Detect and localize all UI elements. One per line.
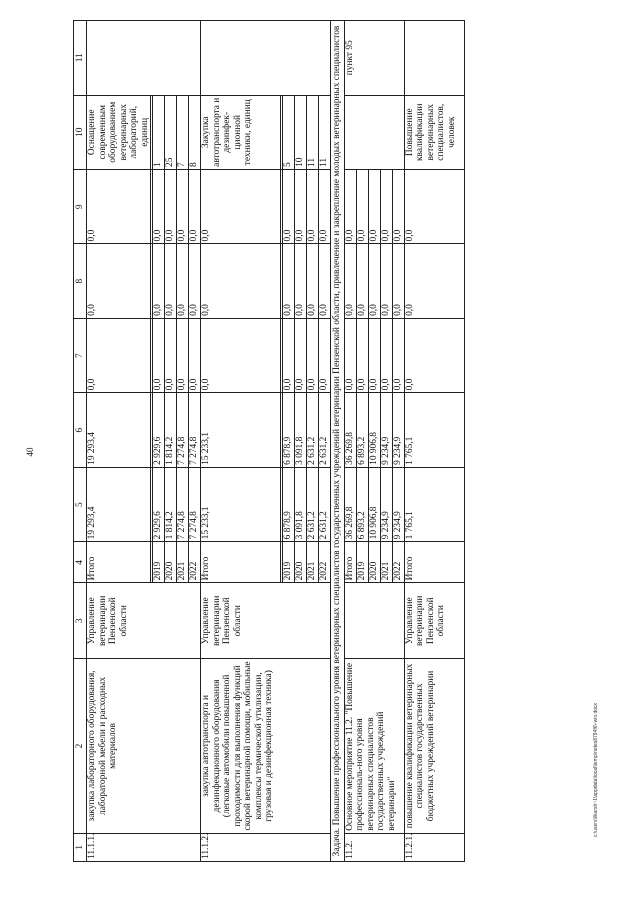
cell: 2019 xyxy=(283,542,295,583)
cell: 2021 xyxy=(177,542,189,583)
cell: 2022 xyxy=(392,542,404,583)
cell: 10 906,8 xyxy=(368,467,380,541)
cell: 0,0 xyxy=(380,318,392,392)
cell: 2020 xyxy=(165,542,177,583)
cell: 0,0 xyxy=(380,244,392,318)
row-indicator: Закупка автотранспорта и дезинфек-ционной техники, единиц xyxy=(201,95,281,169)
cell: 0,0 xyxy=(201,318,281,392)
row-executor: Управление ветеринарии Пензенской области xyxy=(87,583,201,659)
cell: 9 234,9 xyxy=(380,393,392,467)
cell: 0,0 xyxy=(356,318,368,392)
cell: 9 234,9 xyxy=(392,393,404,467)
cell: 15 233,1 xyxy=(201,467,281,541)
row-code: 11.2. xyxy=(344,833,404,861)
cell: 2 631,2 xyxy=(307,393,319,467)
cell: 0,0 xyxy=(380,169,392,243)
row-name: Основное мероприятие 11.2. "Повышение профессиональ-ного уровня ветеринарных специалистов государственных учреждений ветеринарии" xyxy=(344,659,404,834)
cell: 0,0 xyxy=(392,169,404,243)
cell: 0,0 xyxy=(177,318,189,392)
cell: 0,0 xyxy=(404,169,464,243)
cell: 0,0 xyxy=(201,244,281,318)
cell: 0,0 xyxy=(368,318,380,392)
cell xyxy=(201,21,331,96)
cell: 0,0 xyxy=(392,244,404,318)
cell: 0,0 xyxy=(87,318,151,392)
cell: 0,0 xyxy=(153,318,165,392)
cell: Итого xyxy=(87,542,151,583)
cell xyxy=(344,583,404,659)
row-indicator: Оснащение современным оборудованием ветеринарных лабораторий, единиц xyxy=(87,95,151,169)
cell: 2019 xyxy=(356,542,368,583)
row-executor: Управление ветеринарии Пензенской области xyxy=(404,583,464,659)
row-code: 11.2.1. xyxy=(404,833,464,861)
header-cell: 10 xyxy=(74,95,87,169)
cell: 0,0 xyxy=(153,244,165,318)
cell: 0,0 xyxy=(344,169,356,243)
header-cell: 1 xyxy=(74,833,87,861)
cell: 5 xyxy=(283,95,295,169)
cell: 36 269,8 xyxy=(344,467,356,541)
header-row xyxy=(74,21,87,862)
cell: Итого xyxy=(404,542,464,583)
cell: 8 xyxy=(189,95,201,169)
row-name: закупка лабораторного оборудования, лабораторной мебели и расходных материалов xyxy=(87,659,201,834)
cell: 2019 xyxy=(153,542,165,583)
cell: 2 929,6 xyxy=(153,393,165,467)
cell: 2020 xyxy=(368,542,380,583)
header-cell: 9 xyxy=(74,169,87,243)
cell: 11 xyxy=(307,95,319,169)
cell: 0,0 xyxy=(295,318,307,392)
cell xyxy=(404,21,464,96)
cell: 0,0 xyxy=(319,318,331,392)
table-row xyxy=(344,21,356,862)
cell: 0,0 xyxy=(189,169,201,243)
cell: 2 631,2 xyxy=(319,393,331,467)
table-row xyxy=(87,21,151,862)
header-cell: 2 xyxy=(74,659,87,834)
header-cell: 3 xyxy=(74,583,87,659)
cell: 0,0 xyxy=(189,244,201,318)
header-cell: 5 xyxy=(74,467,87,541)
cell: 7 xyxy=(177,95,189,169)
task-row xyxy=(331,21,345,862)
cell: 19 293,4 xyxy=(87,393,151,467)
cell xyxy=(87,21,201,96)
cell: 0,0 xyxy=(177,169,189,243)
cell: 36 269,8 xyxy=(344,393,356,467)
cell: 0,0 xyxy=(87,169,151,243)
cell: 0,0 xyxy=(368,169,380,243)
cell: 2 631,2 xyxy=(319,467,331,541)
table-row xyxy=(201,21,281,862)
cell: 6 893,2 xyxy=(356,393,368,467)
cell: 0,0 xyxy=(368,244,380,318)
footer-path: c:\users\likarsh~1\appdata\local\temp\notes8794f6\-win.docx xyxy=(593,702,599,838)
cell xyxy=(344,95,404,169)
cell: 7 274,8 xyxy=(189,467,201,541)
cell: 0,0 xyxy=(165,169,177,243)
cell: 1 814,2 xyxy=(165,467,177,541)
cell: 10 xyxy=(295,95,307,169)
cell: 0,0 xyxy=(283,169,295,243)
header-cell: 6 xyxy=(74,393,87,467)
row-name: повышение квалификации ветеринарных специалистов государственных бюджетных учреждений ветеринарии xyxy=(404,659,464,834)
cell: 0,0 xyxy=(177,244,189,318)
cell: 11 xyxy=(319,95,331,169)
cell: 10 906,8 xyxy=(368,393,380,467)
cell: 2022 xyxy=(319,542,331,583)
row-indicator: Повышение квалификации ветеринарных специалистов, человек xyxy=(404,95,464,169)
cell: 0,0 xyxy=(356,169,368,243)
cell: 0,0 xyxy=(404,244,464,318)
cell: 0,0 xyxy=(404,318,464,392)
task-heading: Задача. Повышение профессионального уровня ветеринарных специалистов государственных учреждений ветеринарии Пензенской области, привлечение и закрепление молодых ветеринарных специалистов xyxy=(331,21,345,862)
row-code: 11.1.1. xyxy=(87,833,201,861)
cell: 19 293,4 xyxy=(87,467,151,541)
cell: 25 xyxy=(165,95,177,169)
cell: 0,0 xyxy=(307,244,319,318)
cell: 2 929,6 xyxy=(153,467,165,541)
cell: 15 233,1 xyxy=(201,393,281,467)
cell: 0,0 xyxy=(153,169,165,243)
cell: 0,0 xyxy=(344,244,356,318)
header-cell: 8 xyxy=(74,244,87,318)
cell: Итого xyxy=(344,542,356,583)
cell: 0,0 xyxy=(344,318,356,392)
cell: 0,0 xyxy=(319,169,331,243)
cell: 0,0 xyxy=(189,318,201,392)
cell: 1 xyxy=(153,95,165,169)
row-name: закупка автотранспорта и дезинфекционного оборудования (легковые автомобили повышенной проходимости для выполнения функций скорой ветеринарной помощи, мобильные комплексы термической утилизации, грузовая и дезинфекционная техника) xyxy=(201,659,331,834)
cell: 6 893,2 xyxy=(356,467,368,541)
row-executor: Управление ветеринарии Пензенской области xyxy=(201,583,331,659)
cell: 0,0 xyxy=(283,318,295,392)
cell: 0,0 xyxy=(307,318,319,392)
header-cell: 4 xyxy=(74,542,87,583)
cell: Итого xyxy=(201,542,281,583)
cell: 9 234,9 xyxy=(380,467,392,541)
cell: 2 631,2 xyxy=(307,467,319,541)
cell: 0,0 xyxy=(356,244,368,318)
row-note: пункт 95 xyxy=(344,21,404,96)
cell: 6 878,9 xyxy=(283,467,295,541)
table-row xyxy=(404,21,464,862)
cell: 0,0 xyxy=(307,169,319,243)
rotated-table-page xyxy=(73,20,563,862)
cell: 2021 xyxy=(307,542,319,583)
cell: 3 091,8 xyxy=(295,467,307,541)
cell: 1 765,1 xyxy=(404,393,464,467)
cell: 2022 xyxy=(189,542,201,583)
cell: 6 878,9 xyxy=(283,393,295,467)
cell: 9 234,9 xyxy=(392,467,404,541)
cell: 3 091,8 xyxy=(295,393,307,467)
program-table xyxy=(73,20,465,862)
row-code: 11.1.2. xyxy=(201,833,331,861)
cell: 0,0 xyxy=(295,169,307,243)
header-cell: 11 xyxy=(74,21,87,96)
header-cell: 7 xyxy=(74,318,87,392)
cell: 0,0 xyxy=(165,244,177,318)
cell: 0,0 xyxy=(165,318,177,392)
cell: 1 765,1 xyxy=(404,467,464,541)
cell: 7 274,8 xyxy=(177,393,189,467)
cell: 0,0 xyxy=(283,244,295,318)
cell: 7 274,8 xyxy=(189,393,201,467)
cell: 2021 xyxy=(380,542,392,583)
cell: 0,0 xyxy=(392,318,404,392)
cell: 7 274,8 xyxy=(177,467,189,541)
cell: 0,0 xyxy=(319,244,331,318)
page-number: 40 xyxy=(25,447,35,457)
cell: 1 814,2 xyxy=(165,393,177,467)
cell: 2020 xyxy=(295,542,307,583)
cell: 0,0 xyxy=(87,244,151,318)
cell: 0,0 xyxy=(201,169,281,243)
cell: 0,0 xyxy=(295,244,307,318)
